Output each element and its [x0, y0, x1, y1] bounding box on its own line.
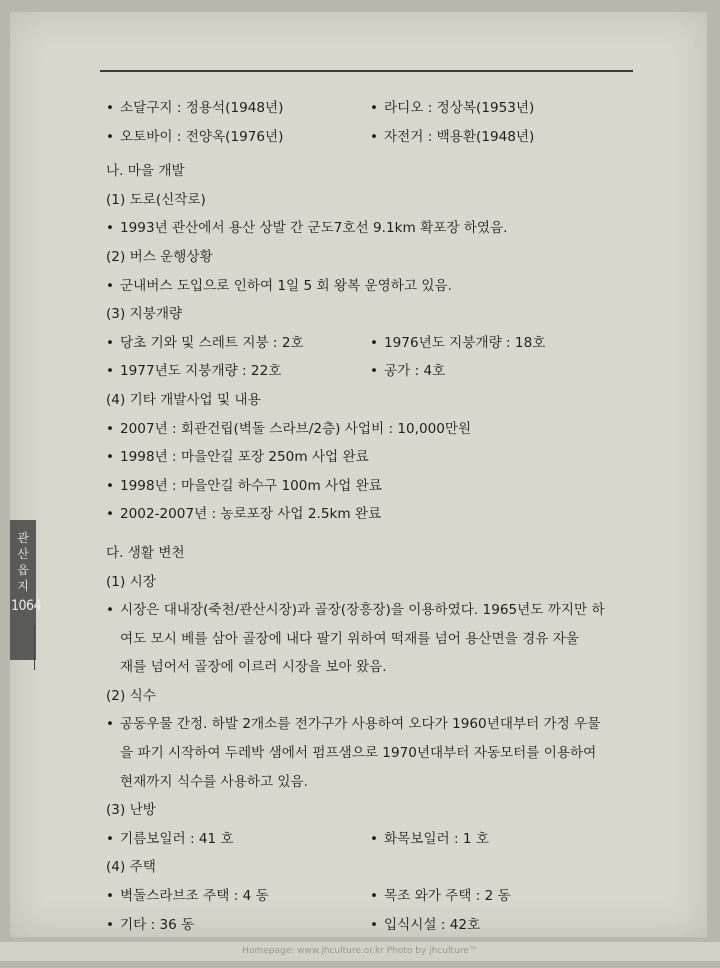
subsection-heading: (4) 주택 — [106, 859, 156, 876]
bullet-item: • 2007년 : 회관건립(벽돌 스라브/2층) 사업비 : 10,000만원 — [106, 421, 471, 437]
bullet-item: • 1998년 : 마을안길 포장 250m 사업 완료 — [106, 449, 369, 465]
bullet-line — [106, 272, 658, 301]
bullet-item: • 기름보일러 : 41 호 — [106, 825, 370, 854]
bullet-item: • 1993년 관산에서 용산 상발 간 군도7호선 9.1km 확포장 하였음. — [106, 220, 508, 236]
bullet-line — [106, 710, 658, 739]
bullet-item: • 기타 : 36 동 — [106, 911, 370, 940]
bullet-pair-line — [106, 911, 658, 940]
side-divider — [34, 626, 35, 670]
bullet-item: • 시장은 대내장(죽천/관산시장)과 골장(장흥장)을 이용하였다. 1965년도 까지만 하 — [106, 602, 605, 618]
subsection-heading: (1) 도로(신작로) — [106, 191, 206, 208]
bullet-item: • 공동우물 간정. 하발 2개소를 전가구가 사용하여 오다가 1960년대부터 가정 우물 — [106, 716, 600, 732]
section-heading: 다. 생활 변천 — [106, 544, 185, 561]
bullet-line — [106, 472, 658, 501]
subsection-line — [106, 796, 658, 825]
page-number: 1064 — [11, 598, 42, 614]
bullet-line — [106, 443, 658, 472]
bullet-item: • 소달구지 : 정용석(1948년) — [106, 94, 370, 123]
side-title — [14, 530, 32, 594]
bullet-item: • 2002-2007년 : 농로포장 사업 2.5km 완료 — [106, 506, 381, 522]
heading-line — [106, 157, 658, 186]
side-title-char: 관 — [17, 531, 29, 545]
subsection-heading: (3) 난방 — [106, 802, 156, 819]
subsection-line — [106, 243, 658, 272]
heading-line — [106, 539, 658, 568]
subsection-line — [106, 682, 658, 711]
bullet-item: • 입식시설 : 42호 — [370, 911, 480, 940]
subsection-line — [106, 300, 658, 329]
bullet-item: • 화목보일러 : 1 호 — [370, 825, 489, 854]
page-content — [106, 94, 658, 968]
bullet-item: • 라디오 : 정상복(1953년) — [370, 94, 534, 123]
bullet-item: • 1977년도 지붕개량 : 22호 — [106, 357, 370, 386]
bullet-pair-line — [106, 123, 658, 152]
continuation-text: 현재까지 식수를 사용하고 있음. — [120, 773, 308, 790]
continuation-text: 을 파기 시작하여 두레박 샘에서 펌프샘으로 1970년대부터 자동모터를 이용하여 — [120, 745, 597, 762]
subsection-line — [106, 186, 658, 215]
bullet-item: • 공가 : 4호 — [370, 357, 445, 386]
continuation-line — [106, 625, 658, 654]
bullet-item: • 1998년 : 마을안길 하수구 100m 사업 완료 — [106, 478, 382, 494]
bullet-pair-line — [106, 94, 658, 123]
header-rule — [100, 70, 633, 72]
subsection-heading: (2) 버스 운행상황 — [106, 248, 213, 265]
continuation-line — [106, 653, 658, 682]
bullet-item: • 1976년도 지붕개량 : 18호 — [370, 329, 545, 358]
bullet-item: • 벽돌스라브조 주택 : 4 동 — [106, 882, 370, 911]
side-title-char: 산 — [17, 547, 29, 561]
bullet-item: • 자전거 : 백용환(1948년) — [370, 123, 534, 152]
side-title-char: 지 — [17, 579, 29, 593]
subsection-line — [106, 386, 658, 415]
subsection-line — [106, 568, 658, 597]
bullet-pair-line — [106, 357, 658, 386]
subsection-heading: (4) 기타 개발사업 및 내용 — [106, 391, 261, 408]
bullet-line — [106, 596, 658, 625]
bullet-pair-line — [106, 882, 658, 911]
footer-credit: Homepage: www.jhculture.or.kr Photo by jhculture™ — [0, 942, 720, 961]
subsection-line — [106, 853, 658, 882]
bullet-item: • 목조 와가 주택 : 2 동 — [370, 882, 511, 911]
continuation-text: 여도 모시 베를 삼아 골장에 내다 팔기 위하여 떡재를 넘어 용산면을 경유 자울 — [120, 630, 579, 647]
bullet-line — [106, 214, 658, 243]
bullet-item: • 군내버스 도입으로 인하여 1일 5 회 왕복 운영하고 있음. — [106, 278, 452, 294]
bullet-line — [106, 415, 658, 444]
bullet-pair-line — [106, 329, 658, 358]
bullet-item: • 당초 기와 및 스레트 지붕 : 2호 — [106, 329, 370, 358]
continuation-line — [106, 768, 658, 797]
side-title-char: 읍 — [17, 563, 29, 577]
subsection-heading: (2) 식수 — [106, 687, 156, 704]
section-heading: 나. 마을 개발 — [106, 163, 185, 180]
bullet-item: • 오토바이 : 전양옥(1976년) — [106, 123, 370, 152]
bullet-line — [106, 500, 658, 529]
subsection-heading: (1) 시장 — [106, 573, 156, 590]
continuation-line — [106, 739, 658, 768]
continuation-text: 재를 넘어서 골장에 이르러 시장을 보아 왔음. — [120, 659, 387, 676]
subsection-heading: (3) 지붕개량 — [106, 306, 183, 323]
bullet-pair-line — [106, 825, 658, 854]
